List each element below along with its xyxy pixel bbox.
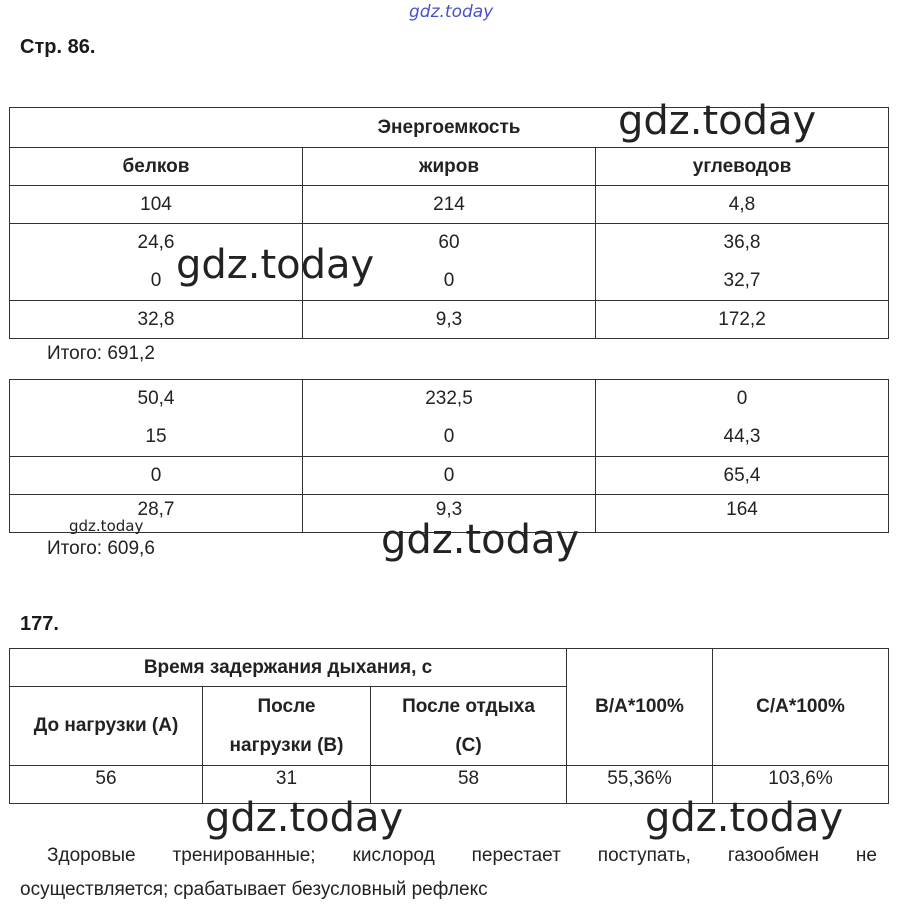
cell: 28,7 [10, 495, 303, 533]
table-row [10, 224, 889, 301]
cell-stack [596, 224, 889, 301]
watermark-top: gdz.today [409, 2, 494, 22]
cell: 65,4 [596, 457, 889, 495]
cell: 31 [203, 766, 371, 804]
watermark: gdz.today [381, 517, 580, 563]
cell: 56 [10, 766, 203, 804]
breath-hold-table [9, 648, 889, 804]
column-header-c-line1: После отдыха [402, 696, 535, 717]
cell: 103,6% [713, 766, 889, 804]
cell: 214 [303, 186, 596, 224]
cell: 60 [438, 232, 460, 253]
task-number: 177. [20, 613, 59, 635]
column-header-fats: жиров [303, 148, 596, 186]
cell: 0 [443, 426, 455, 447]
cell: 36,8 [723, 232, 761, 253]
watermark: gdz.today [176, 242, 375, 288]
cell: 44,3 [723, 426, 761, 447]
cell: 32,8 [10, 301, 303, 339]
table-row [10, 301, 889, 339]
cell: 0 [150, 270, 162, 291]
column-header-b [203, 687, 371, 766]
cell-stack [596, 380, 889, 457]
watermark: gdz.today [205, 795, 404, 841]
page-title: Стр. 86. [20, 36, 96, 58]
cell: 164 [596, 495, 889, 533]
group-header: Время задержания дыхания, с [10, 649, 567, 687]
column-header-b-line2: нагрузки (В) [229, 735, 344, 756]
cell: 172,2 [596, 301, 889, 339]
table-row [10, 186, 889, 224]
energy-table-2 [9, 379, 889, 533]
column-header-c [371, 687, 567, 766]
cell: 9,3 [303, 495, 596, 533]
cell-stack [303, 380, 596, 457]
column-header-carbs: углеводов [596, 148, 889, 186]
table-row [10, 457, 889, 495]
column-header-ca: С/А*100% [713, 649, 889, 766]
table-row [10, 380, 889, 457]
cell: 104 [10, 186, 303, 224]
cell: 9,3 [303, 301, 596, 339]
answer-line-1: Здоровые тренированные; кислород перестает поступать, газообмен не [47, 845, 877, 866]
column-header-c-line2: (С) [455, 735, 482, 756]
answer-line-2: осуществляется; срабатывает безусловный рефлекс [20, 879, 488, 900]
cell: 55,36% [567, 766, 713, 804]
cell: 50,4 [137, 388, 175, 409]
watermark: gdz.today [69, 517, 144, 535]
column-header-ba: В/А*100% [567, 649, 713, 766]
cell-stack [10, 380, 303, 457]
cell: 4,8 [596, 186, 889, 224]
column-header-a: До нагрузки (А) [10, 687, 203, 766]
cell: 0 [736, 388, 748, 409]
energy-header: Энергоемкость [10, 108, 889, 148]
cell: 32,7 [723, 270, 761, 291]
cell: 0 [303, 457, 596, 495]
total-2: Итого: 609,6 [47, 538, 155, 559]
cell: 232,5 [425, 388, 473, 409]
cell: 0 [443, 270, 455, 291]
total-1: Итого: 691,2 [47, 343, 155, 364]
watermark: gdz.today [645, 795, 844, 841]
cell: 24,6 [137, 232, 175, 253]
watermark: gdz.today [618, 98, 817, 144]
column-header-b-line1: После [257, 696, 316, 717]
cell: 58 [371, 766, 567, 804]
cell: 15 [145, 426, 167, 447]
cell: 0 [10, 457, 303, 495]
column-header-proteins: белков [10, 148, 303, 186]
